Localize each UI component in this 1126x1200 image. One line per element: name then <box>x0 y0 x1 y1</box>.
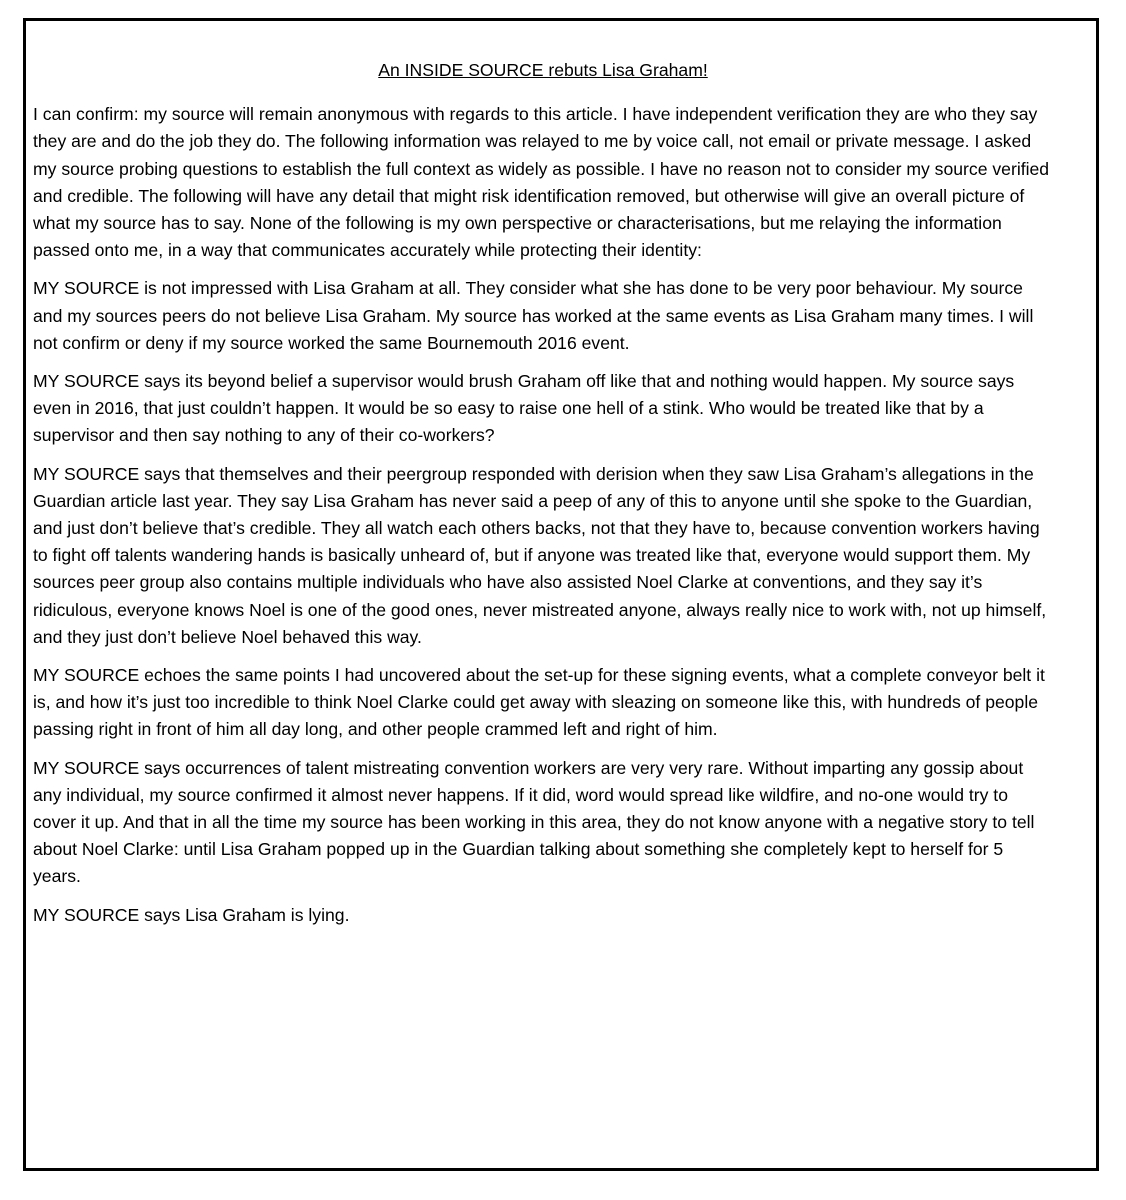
paragraph-supervisor: MY SOURCE says its beyond belief a supervisor would brush Graham off like that and nothing would happen. My source says even in 2016, that just couldn’t happen. It would be so easy to raise one hell of a stink. Who would be treated like that by a supervisor and then say nothing to any of their co-workers? <box>33 371 1015 446</box>
paragraph-conclusion: MY SOURCE says Lisa Graham is lying. <box>33 904 350 925</box>
document-body <box>33 57 1053 940</box>
document-title: An INSIDE SOURCE rebuts Lisa Graham! <box>378 60 708 80</box>
paragraph-peergroup: MY SOURCE says that themselves and their peergroup responded with derision when they saw Lisa Graham’s allegations in the Guardian article last year. They say Lisa Graham has never said a peep of any of this to anyone until she spoke to the Guardian, and just don’t believe that’s credible. They all watch each others backs, not that they have to, because convention workers having to fight off talents wandering hands is basically unheard of, but if anyone was treated like that, everyone would support them. My sources peer group also contains multiple individuals who have also assisted Noel Clarke at conventions, and they say it’s ridiculous, everyone knows Noel is one of the good ones, never mistreated anyone, always really nice to work with, not up himself, and they just don’t believe Noel behaved this way. <box>33 463 1047 647</box>
paragraph-intro: I can confirm: my source will remain anonymous with regards to this article. I have independent verification they are who they say they are and do the job they do. The following information was relayed to me by voice call, not email or private message. I asked my source probing questions to establish the full context as widely as possible. I have no reason not to consider my source verified and credible. The following will have any detail that might risk identification removed, but otherwise will give an overall picture of what my source has to say. None of the following is my own perspective or characterisations, but me relaying the information passed onto me, in a way that communicates accurately while protecting their identity: <box>33 104 1050 261</box>
paragraph-rare-occurrences: MY SOURCE says occurrences of talent mistreating convention workers are very very rare. Without imparting any gossip about any individual, my source confirmed it almost never happens. If it did, word would spread like wildfire, and no-one would try to cover it up. And that in all the time my source has been working in this area, they do not know anyone with a negative story to tell about Noel Clarke: until Lisa Graham popped up in the Guardian talking about something she completely kept to herself for 5 years. <box>33 757 1035 887</box>
paragraph-signing-events: MY SOURCE echoes the same points I had uncovered about the set-up for these signing events, what a complete conveyor belt it is, and how it’s just too incredible to think Noel Clarke could get away with sleazing on someone like this, with hundreds of people passing right in front of him all day long, and other people crammed left and right of him. <box>33 665 1045 740</box>
paragraph-not-impressed: MY SOURCE is not impressed with Lisa Graham at all. They consider what she has done to be very poor behaviour. My source and my sources peers do not believe Lisa Graham. My source has worked at the same events as Lisa Graham many times. I will not confirm or deny if my source worked the same Bournemouth 2016 event. <box>33 278 1034 353</box>
